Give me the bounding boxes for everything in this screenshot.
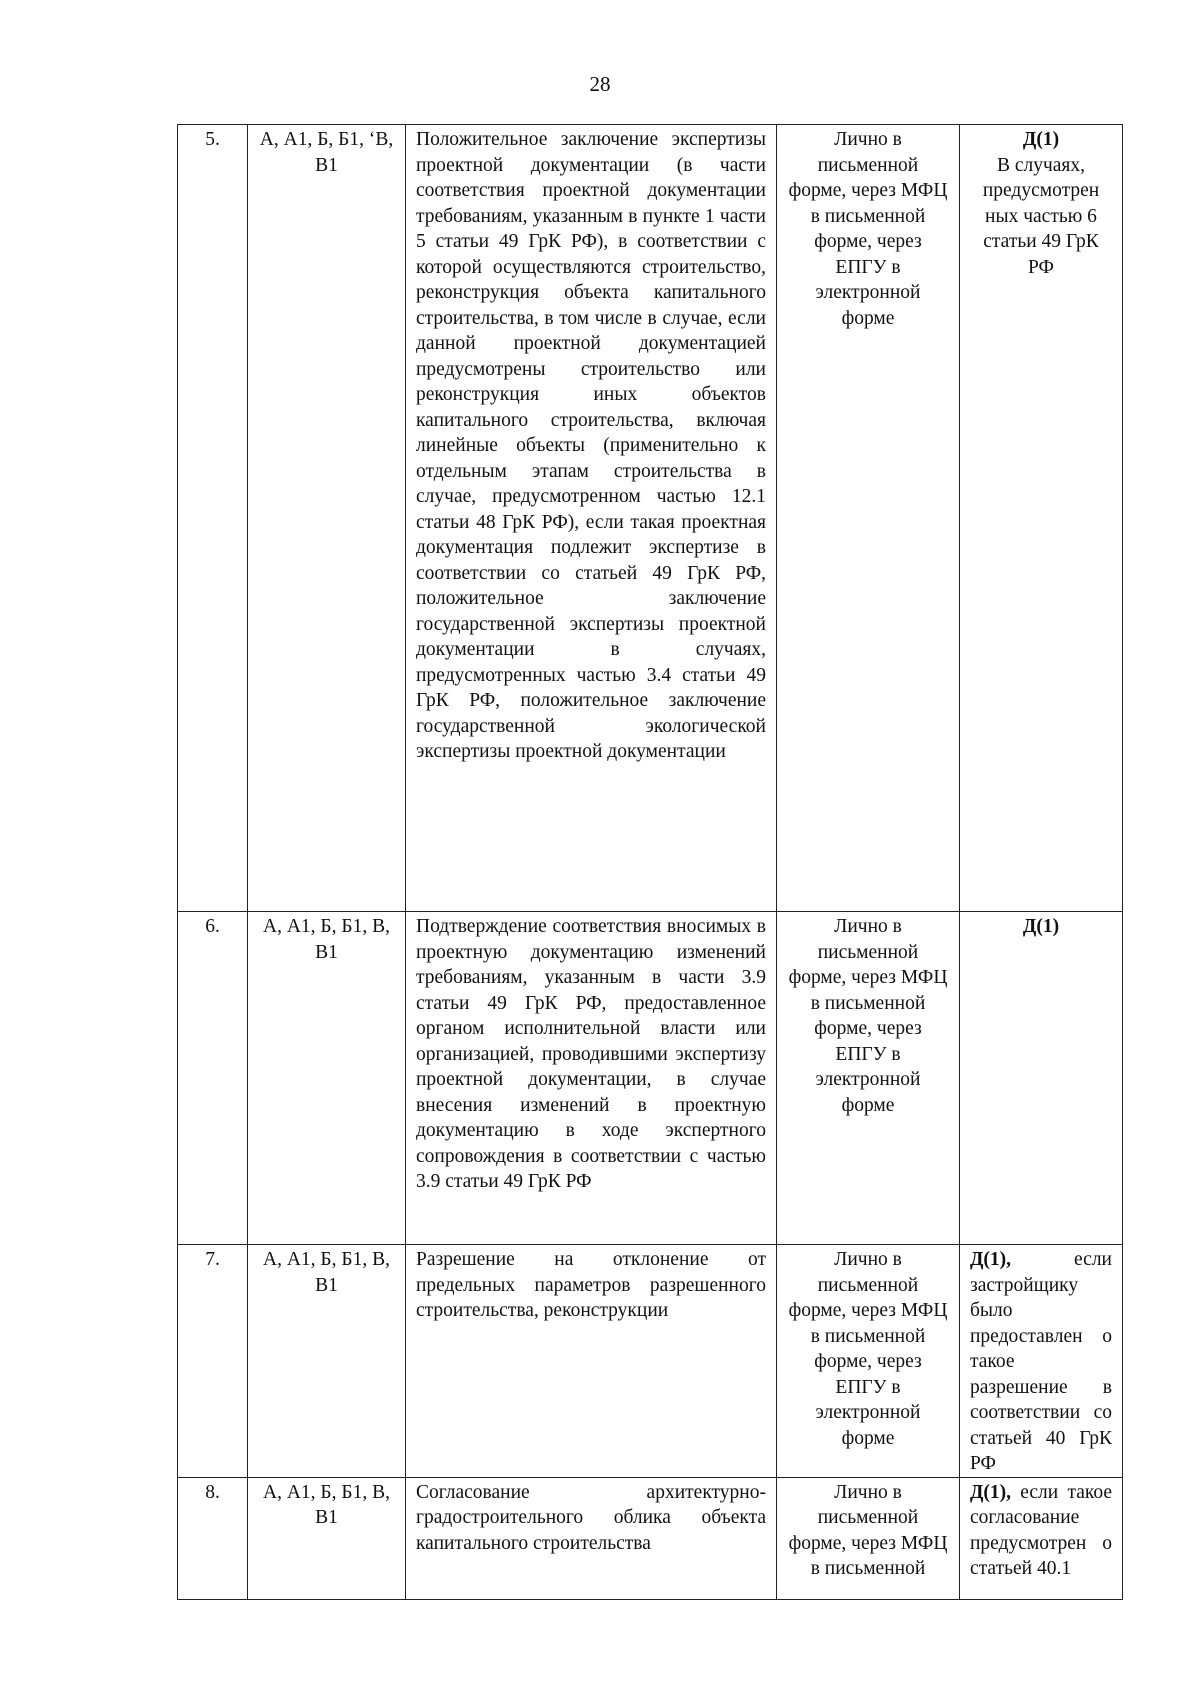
row-number: 8. xyxy=(178,1477,248,1599)
note-code: Д(1), xyxy=(970,1481,1012,1503)
row-note xyxy=(960,125,1123,912)
row-document: Согласование архитектурно-градостроительного облика объекта капитального строительства xyxy=(406,1477,777,1599)
table-row xyxy=(178,912,1123,1245)
row-note xyxy=(960,1477,1123,1599)
table-row xyxy=(178,1245,1123,1478)
row-submission: Лично в письменной форме, через МФЦ в письменной форме, через ЕПГУ в электронной форме xyxy=(777,912,960,1245)
note-code: Д(1), xyxy=(970,1249,1012,1270)
row-submission: Лично в письменной форме, через МФЦ в письменной форме, через ЕПГУ в электронной форме xyxy=(777,125,960,912)
row-document: Подтверждение соответствия вносимых в проектную документацию изменений требованиям, указанным в части 3.9 статьи 49 ГрК РФ, предоставленное органом исполнительной власти или организацией, проводившими экспертизу проектной документации, в случае внесения изменений в проектную документацию в ходе экспертного сопровождения в соответствии с частью 3.9 статьи 49 ГрК РФ xyxy=(406,912,777,1245)
note-text: В случаях, предусмотрен ных частью 6 статьи 49 ГрК РФ xyxy=(982,154,1100,278)
row-categories: А, А1, Б, Б1, В, В1 xyxy=(248,1245,406,1478)
note-code: Д(1) xyxy=(1022,129,1060,150)
row-note xyxy=(960,1245,1123,1478)
page-number: 28 xyxy=(589,72,611,96)
row-categories: А, А1, Б, Б1, В, В1 xyxy=(248,1477,406,1599)
note-text: если застройщику было предоставлен о такое разрешение в соответствии со статьей 40 ГрК РФ xyxy=(970,1249,1112,1474)
row-document: Разрешение на отклонение от предельных параметров разрешенного строительства, реконструкции xyxy=(406,1245,777,1478)
table-row xyxy=(178,1477,1123,1599)
row-number: 6. xyxy=(178,912,248,1245)
row-submission: Лично в письменной форме, через МФЦ в письменной форме, через ЕПГУ в электронной форме xyxy=(777,1245,960,1478)
note-text: если такое согласование предусмотрен о статьей 40.1 xyxy=(970,1481,1112,1579)
row-categories: А, А1, Б, Б1, ‘В, В1 xyxy=(248,125,406,912)
row-submission: Лично в письменной форме, через МФЦ в письменной xyxy=(777,1477,960,1599)
row-number: 7. xyxy=(178,1245,248,1478)
note-code: Д(1) xyxy=(1022,916,1060,937)
row-number: 5. xyxy=(178,125,248,912)
row-categories: А, А1, Б, Б1, В, В1 xyxy=(248,912,406,1245)
table-row xyxy=(178,125,1123,912)
documents-table xyxy=(177,124,1123,1600)
row-note xyxy=(960,912,1123,1245)
row-document: Положительное заключение экспертизы проектной документации (в части соответствия проектной документации требованиям, указанным в пункте 1 части 5 статьи 49 ГрК РФ), в соответствии с которой осуществляются строительство, реконструкция объекта капитального строительства, в том числе в случае, если данной проектной документацией предусмотрены строительство или реконструкция иных объектов капитального строительства, включая линейные объекты (применительно к отдельным этапам строительства в случае, предусмотренном частью 12.1 статьи 48 ГрК РФ), если такая проектная документация подлежит экспертизе в соответствии со статьей 49 ГрК РФ, положительное заключение государственной экспертизы проектной документации в случаях, предусмотренных частью 3.4 статьи 49 ГрК РФ, положительное заключение государственной экологической экспертизы проектной документации xyxy=(406,125,777,912)
